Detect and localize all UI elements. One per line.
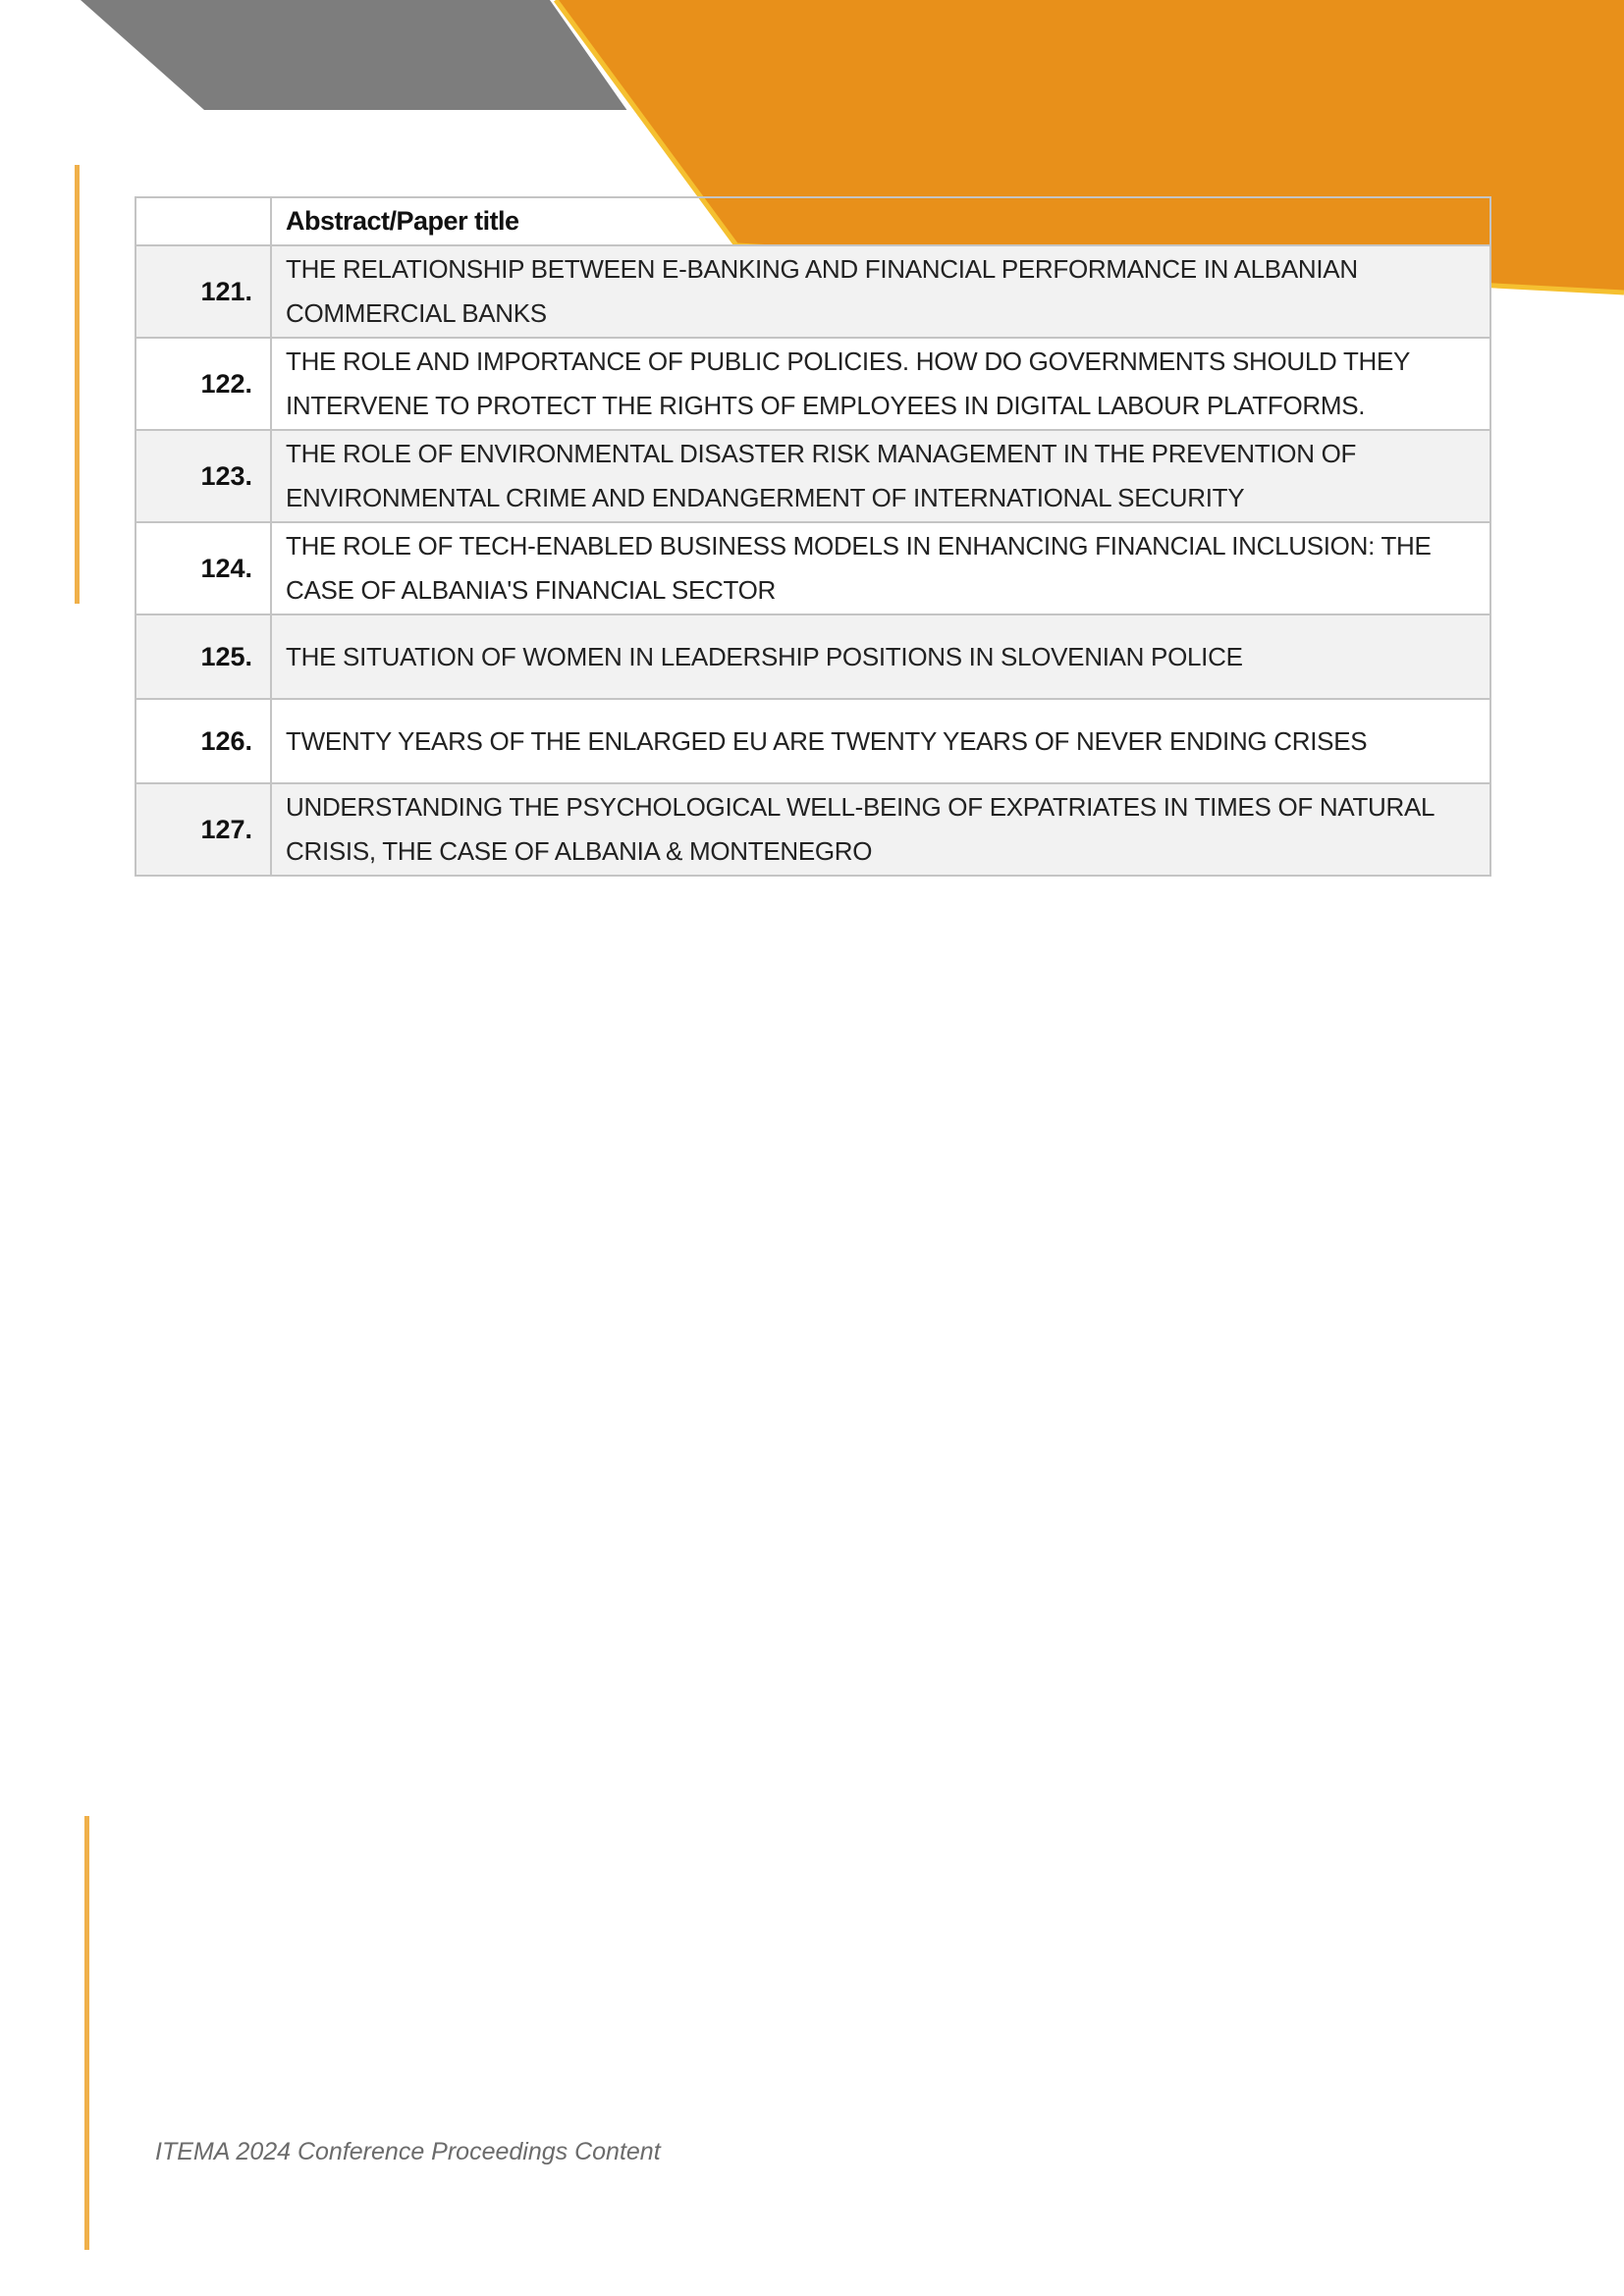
contents-table — [135, 196, 1491, 877]
row-number: 126. — [135, 699, 271, 783]
row-number: 125. — [135, 614, 271, 699]
table-row — [135, 783, 1490, 876]
row-number: 121. — [135, 245, 271, 338]
row-title: TWENTY YEARS OF THE ENLARGED EU ARE TWENTY YEARS OF NEVER ENDING CRISES — [271, 699, 1490, 783]
row-number: 124. — [135, 522, 271, 614]
row-title: THE ROLE AND IMPORTANCE OF PUBLIC POLICIES. HOW DO GOVERNMENTS SHOULD THEY INTERVENE TO PROTECT THE RIGHTS OF EMPLOYEES IN DIGITAL LABOUR PLATFORMS. — [271, 338, 1490, 430]
table-header-row — [135, 197, 1490, 245]
row-number: 122. — [135, 338, 271, 430]
row-number: 123. — [135, 430, 271, 522]
footer-text: ITEMA 2024 Conference Proceedings Content — [155, 2138, 661, 2165]
table-row — [135, 245, 1490, 338]
row-title: THE SITUATION OF WOMEN IN LEADERSHIP POSITIONS IN SLOVENIAN POLICE — [271, 614, 1490, 699]
table-row — [135, 430, 1490, 522]
header-number-cell — [135, 197, 271, 245]
table-row — [135, 699, 1490, 783]
table-row — [135, 614, 1490, 699]
left-accent-bar-bottom — [84, 1816, 89, 2250]
table-row — [135, 522, 1490, 614]
row-title: THE ROLE OF ENVIRONMENTAL DISASTER RISK MANAGEMENT IN THE PREVENTION OF ENVIRONMENTAL CRIME AND ENDANGERMENT OF INTERNATIONAL SECURITY — [271, 430, 1490, 522]
row-title: THE RELATIONSHIP BETWEEN E-BANKING AND FINANCIAL PERFORMANCE IN ALBANIAN COMMERCIAL BANKS — [271, 245, 1490, 338]
row-title: THE ROLE OF TECH-ENABLED BUSINESS MODELS IN ENHANCING FINANCIAL INCLUSION: THE CASE OF ALBANIA'S FINANCIAL SECTOR — [271, 522, 1490, 614]
header-title-cell: Abstract/Paper title — [271, 197, 1490, 245]
table-row — [135, 338, 1490, 430]
row-title: UNDERSTANDING THE PSYCHOLOGICAL WELL-BEING OF EXPATRIATES IN TIMES OF NATURAL CRISIS, THE CASE OF ALBANIA & MONTENEGRO — [271, 783, 1490, 876]
left-accent-bar-top — [75, 165, 80, 604]
row-number: 127. — [135, 783, 271, 876]
